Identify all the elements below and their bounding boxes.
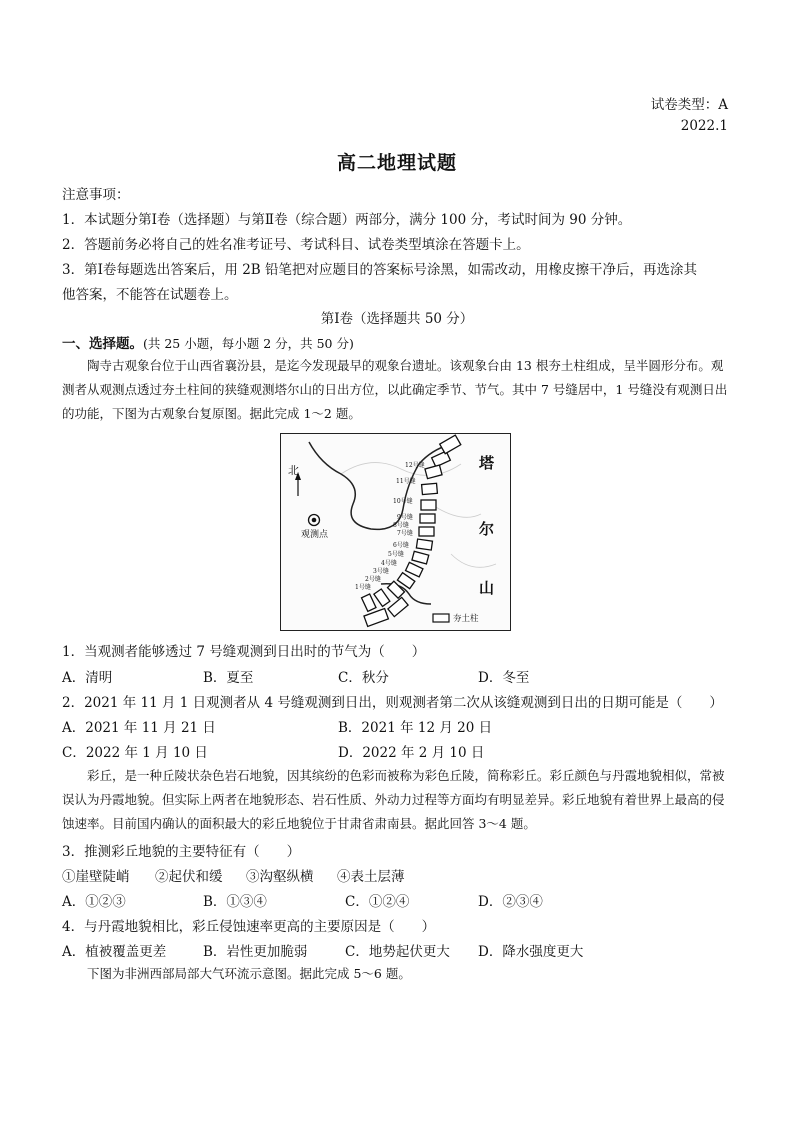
q2-option-a[interactable]: A．2021 年 11 月 21 日 [62,720,216,736]
slit-label: 10号缝 [393,498,413,505]
question-3-stem: 3．推测彩丘地貌的主要特征有（ ） [62,844,301,860]
question-1-stem: 1．当观测者能够透过 7 号缝观测到日出时的节气为（ ） [62,644,426,660]
observatory-figure [280,433,511,631]
north-label: 北 [288,464,299,477]
mountain-label: 尔 [479,520,495,538]
q2-option-d[interactable]: D．2022 年 2 月 10 日 [338,745,485,761]
q4-option-d[interactable]: D．降水强度更大 [478,944,584,960]
q3-option-a[interactable]: A．①②③ [62,894,126,910]
notice-item: 2．答题前务必将自己的姓名准考证号、考试科目、试卷类型填涂在答题卡上。 [62,237,530,253]
slit-label: 3号缝 [373,568,389,575]
passage-1: 陶寺古观象台位于山西省襄汾县，是迄今发现最早的观象台遗址。该观象台由 13 根夯土柱组成，呈半圆形分布。观测者从观测点透过夯土柱间的狭缝观测塔尔山的日出方位，以此确定季节、节气。其中 7 号缝居中，1 号缝没有观测日出的功能，下图为古观象台复原图。据此完成 1～2 题。 [62,358,728,421]
paper-type: 试卷类型：A [650,97,728,113]
q1-option-d[interactable]: D．冬至 [478,670,530,686]
part1-heading: 第Ⅰ卷（选择题共 50 分） [320,311,474,327]
slit-label: 9号缝 [397,514,413,521]
q1-option-b[interactable]: B．夏至 [203,670,254,686]
q1-option-c[interactable]: C．秋分 [338,670,389,686]
legend-label: 夯土柱 [453,614,479,624]
notice-item: 3．第Ⅰ卷每题选出答案后，用 2B 铅笔把对应题目的答案标号涂黑，如需改动，用橡皮擦干净后，再选涂其 [62,262,698,278]
passage-2: 彩丘，是一种丘陵状杂色岩石地貌，因其缤纷的色彩而被称为彩色丘陵，简称彩丘。彩丘颜色与丹霞地貌相似，常被误认为丹霞地貌。但实际上两者在地貌形态、岩石性质、外动力过程等方面均有明显差异。彩丘地貌有着世界上最高的侵蚀速率。目前国内确认的面积最大的彩丘地貌位于甘肃省肃南县。据此回答 3～4 题。 [62,768,725,831]
section1-desc: (共 25 小题，每小题 2 分，共 50 分) [143,336,354,351]
q3-choice: ③沟壑纵横 [246,869,314,885]
question-2-stem: 2．2021 年 11 月 1 日观测者从 4 号缝观测到日出，则观测者第二次从该缝观测到日出的日期可能是（ ） [62,695,723,711]
mountain-label: 山 [479,579,495,597]
q2-option-b[interactable]: B．2021 年 12 月 20 日 [338,720,493,736]
slit-label: 5号缝 [388,551,404,558]
section1-label: 一、选择题。 [62,336,143,352]
slit-label: 12号缝 [405,462,425,469]
q4-option-c[interactable]: C．地势起伏更大 [345,944,450,960]
slit-label: 1号缝 [355,584,371,591]
q3-option-c[interactable]: C．①②④ [345,894,410,910]
q4-option-b[interactable]: B．岩性更加脆弱 [203,944,308,960]
notice-item: 1．本试题分第Ⅰ卷（选择题）与第Ⅱ卷（综合题）两部分，满分 100 分，考试时间为 90 分钟。 [62,212,632,228]
notice-heading: 注意事项： [62,187,130,203]
notice-item: 他答案，不能答在试题卷上。 [62,287,238,303]
slit-label: 8号缝 [393,522,409,529]
q1-option-a[interactable]: A．清明 [62,670,113,686]
q4-option-a[interactable]: A．植被覆盖更差 [62,944,167,960]
q3-choice: ①崖壁陡峭 [62,869,130,885]
slit-label: 2号缝 [365,576,381,583]
question-4-stem: 4．与丹霞地貌相比，彩丘侵蚀速率更高的主要原因是（ ） [62,919,436,935]
q3-choice: ②起伏和缓 [155,869,223,885]
slit-label: 7号缝 [397,530,413,537]
exam-date: 2022.1 [680,118,728,134]
page-title: 高二地理试题 [336,152,457,174]
q2-option-c[interactable]: C．2022 年 1 月 10 日 [62,745,208,761]
observer-label: 观测点 [301,530,329,540]
slit-label: 4号缝 [381,560,397,567]
passage-3: 下图为非洲西部局部大气环流示意图。据此完成 5～6 题。 [87,966,411,981]
mountain-label: 塔 [479,454,495,472]
slit-label: 11号缝 [396,478,416,485]
slit-label: 6号缝 [393,542,409,549]
q3-option-d[interactable]: D．②③④ [478,894,543,910]
section1-heading [62,332,354,352]
q3-choice: ④表土层薄 [337,869,405,885]
q3-option-b[interactable]: B．①③④ [203,894,267,910]
